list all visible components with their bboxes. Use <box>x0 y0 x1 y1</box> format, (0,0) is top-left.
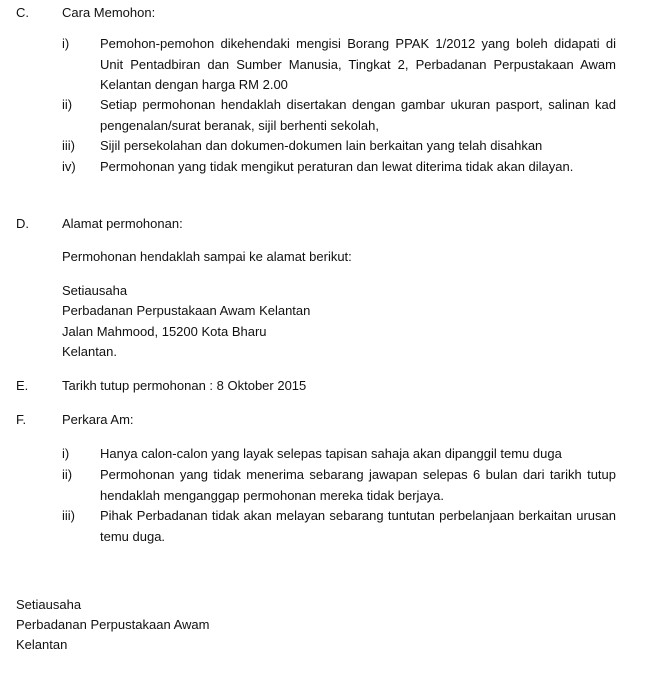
section-f-item-2-text: Permohonan yang tidak menerima sebarang jawapan selepas 6 bulan dari tarikh tutup hendaklah menganggap permohonan mereka tidak berjaya. <box>100 467 616 503</box>
section-d-title: Alamat permohonan: <box>62 216 183 231</box>
signature-line-2: Perbadanan Perpustakaan Awam <box>16 617 210 632</box>
section-d-letter: D. <box>16 216 29 231</box>
section-c-title: Cara Memohon: <box>62 5 156 20</box>
section-c-item-2-text: Setiap permohonan hendaklah disertakan dengan gambar ukuran pasport, salinan kad pengenalan/surat beranak, sijil berhenti sekolah, <box>100 97 616 133</box>
address-line-1: Setiausaha <box>62 283 128 298</box>
section-c-item-2-number: ii) <box>62 97 73 112</box>
section-d-intro: Permohonan hendaklah sampai ke alamat berikut: <box>62 249 352 264</box>
closing-date: Tarikh tutup permohonan : 8 Oktober 2015 <box>62 378 307 393</box>
section-f-item-3-text: Pihak Perbadanan tidak akan melayan sebarang tuntutan perbelanjaan berkaitan urusan temu duga. <box>100 508 616 544</box>
section-c-item-1-text: Pemohon-pemohon dikehendaki mengisi Borang PPAK 1/2012 yang boleh didapati di Unit Pentadbiran dan Sumber Manusia, Tingkat 2, Perbadanan Perpustakaan Awam Kelantan dengan harga RM 2.00 <box>100 36 616 92</box>
address-line-2: Perbadanan Perpustakaan Awam Kelantan <box>62 303 311 318</box>
section-c-item-3-text: Sijil persekolahan dan dokumen-dokumen lain berkaitan yang telah disahkan <box>100 138 543 153</box>
section-e-letter: E. <box>16 378 29 393</box>
address-line-3: Jalan Mahmood, 15200 Kota Bharu <box>62 324 267 339</box>
section-c-item-1-number: i) <box>62 36 70 51</box>
section-c-item-4-text: Permohonan yang tidak mengikut peraturan dan lewat diterima tidak akan dilayan. <box>100 159 574 174</box>
section-c-item-3-number: iii) <box>62 138 75 153</box>
section-f-item-1-number: i) <box>62 446 70 461</box>
section-f-letter: F. <box>16 412 27 427</box>
signature-line-3: Kelantan <box>16 637 68 652</box>
signature-line-1: Setiausaha <box>16 597 82 612</box>
section-c-item-4-number: iv) <box>62 159 76 174</box>
section-c-letter: C. <box>16 5 29 20</box>
section-f-item-3-number: iii) <box>62 508 75 523</box>
section-f-title: Perkara Am: <box>62 412 134 427</box>
address-line-4: Kelantan. <box>62 344 117 359</box>
section-f-item-1-text: Hanya calon-calon yang layak selepas tapisan sahaja akan dipanggil temu duga <box>100 446 562 461</box>
section-f-item-2-number: ii) <box>62 467 73 482</box>
